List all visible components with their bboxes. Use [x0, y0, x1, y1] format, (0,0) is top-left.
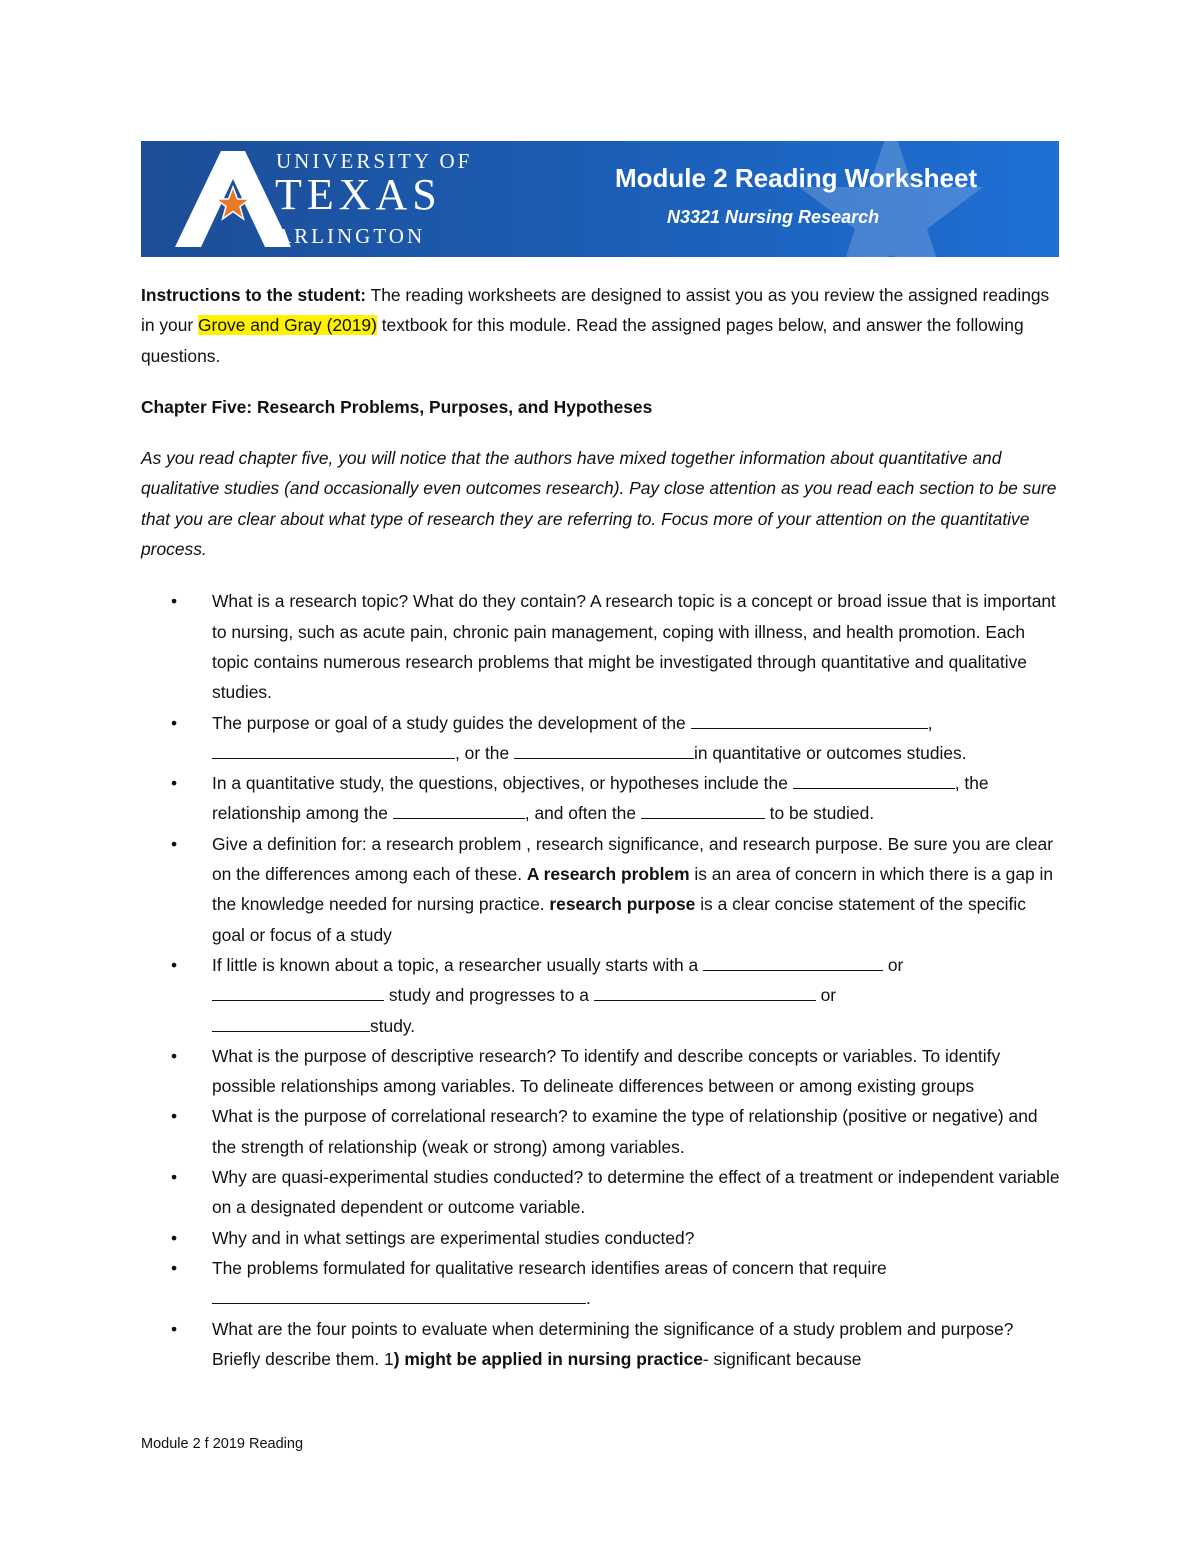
worksheet-title: Module 2 Reading Worksheet — [615, 163, 978, 193]
answer-blank[interactable] — [393, 798, 525, 819]
answer-term: ) might be applied in nursing practice — [393, 1348, 703, 1369]
list-item — [141, 1314, 1061, 1375]
question-text: or — [815, 985, 837, 1006]
question-text: What is a research topic? What do they contain? A research topic is a concept or broad issue that is important to nursing, such as acute pain, chronic pain management, coping with illness, and health promotion. Each topic contains numerous research problems that might be investigated through quantitative and qualitative studies. — [212, 591, 1056, 703]
worksheet-body — [141, 280, 1061, 1374]
question-list — [141, 586, 1061, 1374]
question-text: is a clear concise statement of the specific goal or focus of a study — [212, 894, 1026, 945]
question-text: Why are quasi-experimental studies conducted? to determine the effect of a treatment or independent variable on a designated dependent or outcome variable. — [212, 1167, 1060, 1218]
bullet-icon: • — [171, 1257, 178, 1278]
course-subtitle: N3321 Nursing Research — [667, 207, 880, 227]
bullet-icon: • — [171, 1318, 178, 1339]
university-of-text: UNIVERSITY OF — [276, 149, 473, 173]
question-text: study and progresses to a — [384, 985, 594, 1006]
bullet-icon: • — [171, 1167, 178, 1188]
intro-paragraph: As you read chapter five, you will notice that the authors have mixed together information about quantitative and qualitative studies (and occasionally even outcomes research). Pay close attention as you read each section to be sure that you are clear about what type of research they are referring to. Focus more of your attention on the quantitative process. — [141, 448, 1057, 560]
answer-term: A research problem — [526, 864, 690, 885]
question-text: Why and in what settings are experimental studies conducted? — [212, 1227, 695, 1248]
textbook-highlight: Grove and Gray (2019) — [198, 315, 377, 336]
instructions-paragraph — [141, 280, 1061, 371]
answer-blank[interactable] — [793, 768, 955, 789]
list-item — [141, 1162, 1061, 1223]
list-item — [141, 1101, 1061, 1162]
answer-blank[interactable] — [212, 1283, 586, 1304]
bullet-icon: • — [171, 591, 178, 612]
header-banner — [141, 141, 1059, 257]
question-text: to be studied. — [764, 803, 875, 824]
instructions-text-2: textbook for this module. Read the assigned pages below, and answer the following questions. — [141, 315, 1024, 366]
question-text: The problems formulated for qualitative research identifies areas of concern that require — [212, 1257, 887, 1278]
arlington-text: ARLINGTON — [276, 224, 426, 248]
question-text: - significant because — [702, 1348, 862, 1369]
question-text: is an area of concern in which there is a gap in the knowledge needed for nursing practice. — [212, 864, 1054, 915]
list-item — [141, 586, 1061, 707]
texas-text: TEXAS — [275, 170, 442, 219]
answer-blank[interactable] — [212, 980, 384, 1001]
instructions-label: Instructions to the student: — [141, 285, 367, 305]
bullet-icon: • — [171, 1045, 178, 1066]
list-item — [141, 768, 1061, 829]
question-text: study. — [370, 1015, 416, 1036]
question-text: , — [927, 712, 933, 733]
answer-blank[interactable] — [514, 738, 694, 759]
question-text: , and often the — [524, 803, 641, 824]
question-text: In a quantitative study, the questions, objectives, or hypotheses include the — [212, 773, 793, 794]
list-item — [141, 950, 1061, 1041]
question-text: The purpose or goal of a study guides the development of the — [212, 712, 691, 733]
question-text: . — [586, 1288, 591, 1309]
bullet-icon: • — [171, 773, 178, 794]
question-text: , the relationship among the — [212, 773, 989, 824]
bullet-icon: • — [171, 1227, 178, 1248]
answer-blank[interactable] — [691, 708, 928, 729]
answer-blank[interactable] — [703, 950, 883, 971]
answer-blank[interactable] — [212, 738, 455, 759]
page-footer: Module 2 f 2019 Reading — [141, 1436, 304, 1452]
bullet-icon: • — [171, 712, 178, 733]
list-item — [141, 1041, 1061, 1102]
question-text: What is the purpose of correlational research? to examine the type of relationship (positive or negative) and the strength of relationship (weak or strong) among variables. — [212, 1106, 1038, 1157]
answer-blank[interactable] — [641, 798, 765, 819]
question-text: , or the — [455, 742, 514, 763]
question-text: or — [883, 954, 904, 975]
question-text: in quantitative or outcomes studies. — [693, 742, 967, 763]
answer-blank[interactable] — [594, 980, 816, 1001]
chapter-heading: Chapter Five: Research Problems, Purposes, and Hypotheses — [141, 396, 653, 417]
instructions-text-1: The reading worksheets are designed to assist you as you review the assigned readings in your — [141, 285, 1050, 336]
question-text: What are the four points to evaluate when determining the significance of a study problem and purpose? Briefly describe them. 1 — [212, 1318, 1014, 1369]
answer-term: research purpose — [549, 894, 696, 915]
list-item — [141, 708, 1061, 769]
background-star-icon — [781, 141, 1001, 257]
list-item — [141, 829, 1061, 950]
bullet-icon: • — [171, 954, 178, 975]
list-item — [141, 1223, 1061, 1253]
bullet-icon: • — [171, 833, 178, 854]
question-text: Give a definition for: a research problem , research significance, and research purpose. Be sure you are clear on the differences among each of these. — [212, 833, 1053, 885]
question-text: If little is known about a topic, a researcher usually starts with a — [212, 954, 704, 975]
answer-blank[interactable] — [212, 1011, 370, 1032]
question-text: What is the purpose of descriptive research? To identify and describe concepts or variables. To identify possible relationships among variables. To delineate differences between or among existing groups — [212, 1045, 1001, 1097]
list-item — [141, 1253, 1061, 1314]
bullet-icon: • — [171, 1106, 178, 1127]
